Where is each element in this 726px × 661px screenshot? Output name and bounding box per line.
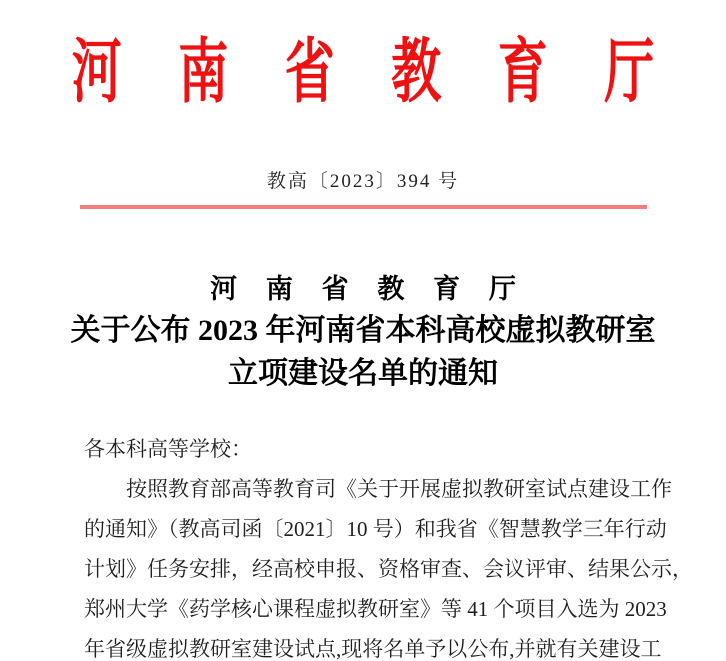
paragraph-line: 计划》任务安排，经高校申报、资格审查、会议评审、结果公示， <box>84 557 693 581</box>
title-notice-line: 立项建设名单的通知 <box>228 357 498 390</box>
paragraph-line: 郑州大学《药学核心课程虚拟教研室》等 41 个项目入选为 2023 <box>84 597 667 621</box>
title-subject-line: 关于公布 2023 年河南省本科高校虚拟教研室 <box>70 314 656 347</box>
title-agency-line: 河 南 省 教 育 厅 <box>210 274 527 304</box>
paragraph-line: 按照教育部高等教育司《关于开展虚拟教研室试点建设工作 <box>126 477 672 501</box>
document-body <box>84 429 693 661</box>
red-divider-rule <box>80 205 647 209</box>
paragraph-line: 年省级虚拟教研室建设试点,现将名单予以公布,并就有关建设工 <box>84 637 662 661</box>
red-masthead <box>0 20 726 112</box>
document-number: 教高〔2023〕394 号 <box>266 171 460 192</box>
agency-name-heading: 河 南 省 教 育 厅 <box>71 32 677 111</box>
document-title <box>0 269 726 395</box>
paragraph-line: 的通知》（教高司函〔2021〕10 号）和我省《智慧教学三年行动 <box>84 517 667 541</box>
salutation-line: 各本科高等学校： <box>84 437 252 461</box>
